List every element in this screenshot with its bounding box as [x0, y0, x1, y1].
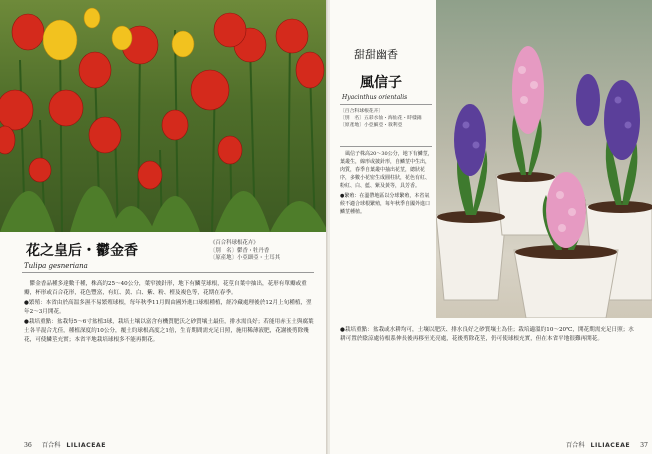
- footer-latin: LILIACEAE: [66, 442, 106, 449]
- divider: [22, 272, 314, 273]
- tulip-classification: [210, 240, 280, 263]
- footer-family: 百合科: [566, 442, 585, 449]
- hyacinth-subtitle: 甜甜幽香: [354, 48, 398, 61]
- footer-family: 百合科: [41, 442, 61, 449]
- classification-line: 《百合科球根花卉》: [210, 240, 259, 246]
- body-paragraph-cultivation: ●栽培重點：盆栽或水耕均可，土壤以肥沃、排水良好之砂質壤土為佳；栽培適溫約10～20℃，開花期需充足日照；水耕可置於陰涼處待根系伸長後再移至光亮處，花後剪除花莖，仍可使球根充實，但在本省平地很難再開花。: [340, 327, 634, 342]
- right-page: [330, 0, 652, 454]
- classification-line: 〔別 名〕鬱香・牡丹香: [210, 247, 270, 254]
- hyacinth-body-col1: [340, 150, 434, 216]
- page-number: 36: [24, 442, 32, 449]
- hyacinth-illustration: [436, 0, 652, 318]
- hyacinth-latin-name: Hyacinthus orientalis: [342, 94, 408, 101]
- body-paragraph-cultivation: ●栽培重點：盆栽每5～6寸盆植3球，栽培土壤以富含有機質肥沃之砂質壤土最佳，排水需良好；若能用赤玉土與腐葉土各半混合尤佳，種植深度約10公分，覆土約球根高度之1倍，生育期間需充足日照，施用稀薄液肥，花謝後剪除殘花，可使鱗莖充實；本省平地栽培球根多不能再開花。: [24, 319, 314, 343]
- classification-line: 〔百合科球根花卉〕: [340, 109, 384, 114]
- hyacinth-title: 風信子: [360, 75, 402, 91]
- tulip-body: [24, 280, 314, 344]
- tulip-title: 花之皇后・鬱金香: [26, 243, 138, 259]
- tulip-latin-name: Tulipa gesneriana: [24, 262, 88, 270]
- tulip-illustration: [0, 0, 328, 232]
- left-footer: [24, 440, 106, 449]
- hyacinth-photo: [436, 0, 652, 318]
- tulip-photo: [0, 0, 328, 232]
- body-paragraph: 鬱金香品種多達數千種，株高約25～40公分，葉窄披針形，地下有鱗莖球根，花莖自葉中抽出，花形有單瓣或重瓣，杯形或百合花形，花色豐富，有紅、黃、白、紫、粉、橙及複色等，花期在春季。: [24, 281, 307, 296]
- classification-line: 〔別 名〕五彩水仙・海仙花・時樣錦: [340, 116, 422, 121]
- page-number: 37: [640, 442, 648, 449]
- divider: [340, 146, 432, 147]
- classification-line: 〔原產地〕小亞細亞・土耳其: [210, 255, 281, 262]
- classification-line: 〔原產地〕小亞細亞・敘利亞: [340, 123, 403, 128]
- body-paragraph-propagation: ●繁殖：在溫帶地區以分球繁殖，本省氣候不適合球根繁殖，每年秋季自國外進口鱗莖種植。: [340, 193, 431, 215]
- footer-latin: LILIACEAE: [590, 442, 631, 449]
- body-paragraph-propagation: ●繁殖：本省由於高溫多濕不易繁殖球根，每年秋季11月間由國外進口球根種植，經冷藏處理後於12月上旬種植，翌年2～3月開花。: [24, 300, 312, 315]
- hyacinth-body-col2: [340, 326, 638, 343]
- right-footer: [566, 440, 648, 449]
- body-paragraph: 風信子株高20～30公分，地下有鱗莖，葉叢生，線形或披針形，自鱗莖中生出，肉質，春季自葉叢中抽出花莖，總狀花序，多數小花密生成圓柱狀，花色有紅、粉紅、白、藍、紫及黃等，具芳香。: [340, 151, 433, 189]
- divider: [340, 104, 432, 105]
- hyacinth-classification: [340, 108, 434, 129]
